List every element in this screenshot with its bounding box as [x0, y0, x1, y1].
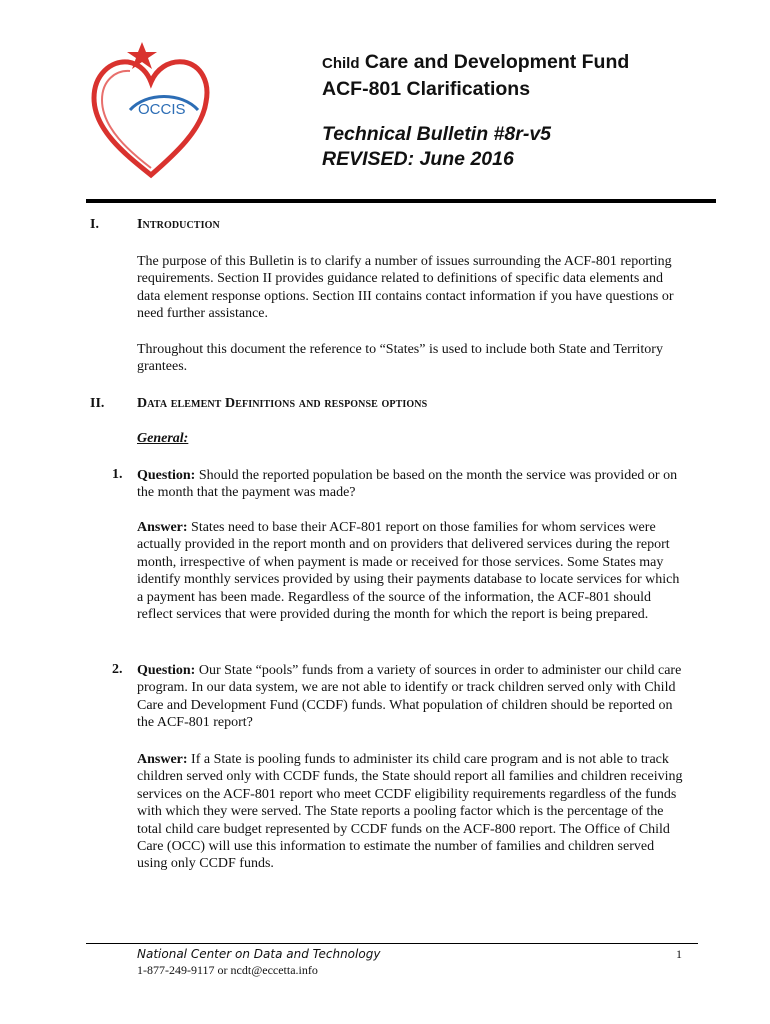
answer-text: If a State is pooling funds to administer its child care program and is not able to track children served only with CCDF funds, the State should report all families and children receiving services on the ACF-801 report who meet CCDF eligibility requirements regardless of the funds with which they were served. The State reports a pooling factor which is the percentage of the total child care budget represented by CCDF funds on the ACF-800 report. The Office of Child Care (OCC) will use this information to estimate the number of families and children served using only CCDF funds. [137, 752, 683, 872]
answer-label: Answer: [137, 752, 188, 767]
section-1-number: I. [90, 217, 99, 232]
answer-text: States need to base their ACF-801 report on those families for whom services were actually provided in the report month and on providers that delivered services during the report month, irrespective of when payment is made or received for those services. Some States may identify monthly services provided by using their payments database to locate services for which a payment has been made. Regardless of the source of the information, the ACF-801 should reflect services that were provided during the month for which the report is being prepared. [137, 520, 680, 623]
footer-contact: 1-877-249-9117 or ncdt@eccetta.info [137, 963, 318, 977]
header-rule [86, 199, 716, 203]
page-number: 1 [676, 947, 682, 961]
section-2-title: Data element Definitions and response options [137, 396, 428, 411]
intro-paragraph-2: Throughout this document the reference to “States” is used to include both State and Territory grantees. [137, 342, 663, 375]
revision-date: REVISED: June 2016 [322, 148, 514, 170]
answer-2 [137, 751, 685, 873]
header-program: Care and Development Fund [359, 51, 630, 73]
occis-logo [86, 40, 216, 190]
question-label: Question: [137, 468, 196, 483]
document-header [322, 50, 629, 172]
intro-paragraph-1: The purpose of this Bulletin is to clarify a number of issues surrounding the ACF-801 reporting requirements. Section II provides guidance related to definitions of specific data elements and data element response options. Section III contains contact information if you have questions or need further assistance. [137, 254, 674, 322]
question-text: Our State “pools” funds from a variety of sources in order to administer our child care program. In our data system, we are not able to identify or track children served only with Child Care and Development Fund (CCDF) funds. What population of children should be reported on the ACF-801 report? [137, 663, 682, 731]
question-2-number: 2. [112, 662, 123, 677]
bulletin-title: Technical Bulletin #8r-v5 [322, 123, 552, 145]
header-line-1 [322, 50, 629, 76]
general-subheading: General: [137, 431, 189, 446]
section-2-number: II. [90, 396, 105, 411]
footer-organization: National Center on Data and Technology [137, 947, 381, 961]
logo-text: OCCIS [138, 101, 186, 118]
question-label: Question: [137, 663, 196, 678]
question-1-number: 1. [112, 467, 123, 482]
answer-label: Answer: [137, 520, 188, 535]
section-1-title: Introduction [137, 217, 220, 232]
question-1 [137, 467, 685, 502]
question-2 [137, 662, 685, 732]
header-line-2: ACF-801 Clarifications [322, 78, 531, 100]
footer-rule [86, 943, 698, 944]
question-text: Should the reported population be based on the month the service was provided or on the month that the payment was made? [137, 468, 678, 501]
header-child: Child [322, 55, 360, 72]
answer-1 [137, 519, 685, 623]
